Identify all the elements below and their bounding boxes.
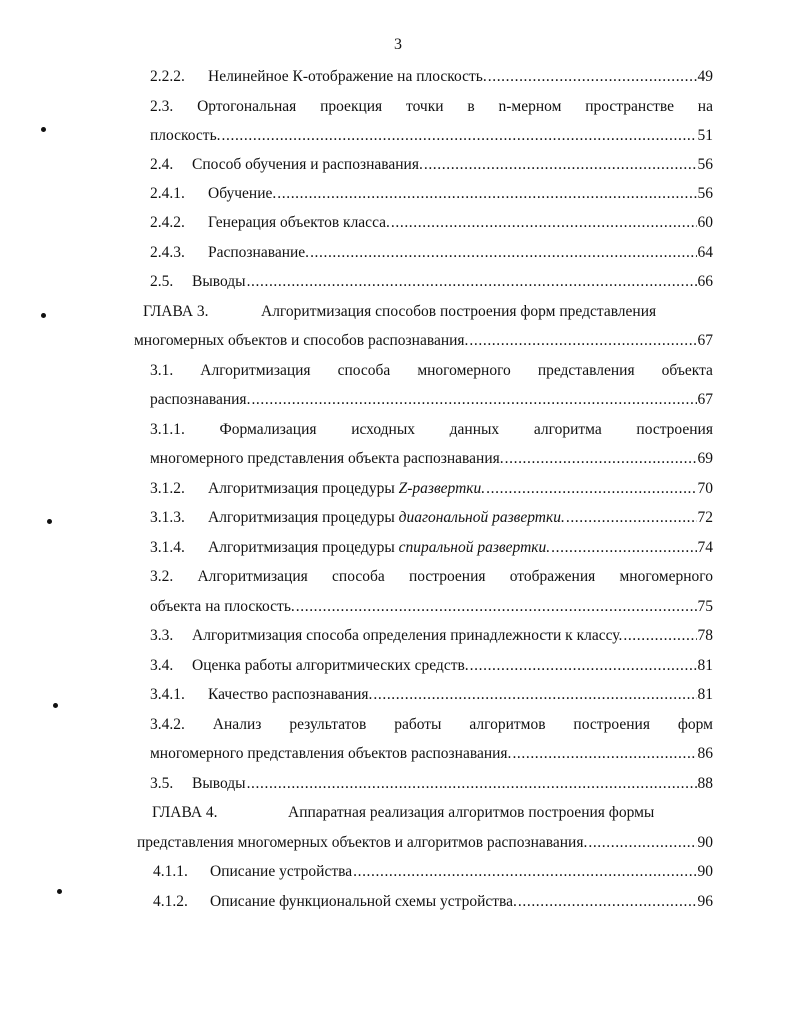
entry-title: Выводы [192, 273, 246, 290]
toc-entry-3-2-cont [150, 596, 713, 618]
entry-number: 2.5. [150, 273, 174, 290]
entry-number: 4.1.1. [153, 863, 188, 880]
entry-title: Алгоритмизация способа определения принадлежности к классу. [192, 627, 623, 644]
word: способа [332, 568, 385, 585]
entry-number: 3.3. [150, 627, 174, 644]
chapter-label: ГЛАВА 4. [152, 804, 218, 821]
entry-number: 3.4. [150, 657, 174, 674]
leader-dots [505, 448, 697, 470]
toc-entry-2-4-2 [150, 212, 713, 234]
entry-title-text: Алгоритмизация процедуры [208, 480, 399, 497]
entry-page: 74 [697, 539, 713, 556]
toc-entry-3-1-2 [150, 478, 713, 500]
toc-chapter-3 [143, 301, 713, 323]
entry-page: 56 [697, 185, 713, 202]
entry-page: 56 [697, 156, 713, 173]
entry-title [208, 507, 565, 529]
chapter-title: Алгоритмизация способов построения форм представления [261, 303, 657, 320]
entry-title: Обучение. [208, 185, 277, 202]
chapter-title-cont: представления многомерных объектов и алгоритмов распознавания. [137, 834, 588, 851]
leader-dots [566, 507, 697, 529]
entry-title-italic: спиральной развертки. [398, 539, 551, 556]
toc-entry-3-4-2 [150, 714, 713, 736]
entry-title-text: Алгоритмизация процедуры [208, 509, 399, 526]
margin-dot [41, 127, 46, 132]
entry-title: Описание устройства [210, 863, 353, 880]
word: Анализ [212, 716, 262, 733]
entry-page: 64 [697, 244, 713, 261]
leader-dots [623, 625, 696, 647]
leader-dots [353, 861, 696, 883]
toc-entry-3-1-1-cont [150, 448, 713, 470]
entry-page: 90 [697, 834, 713, 851]
word: форм [677, 716, 713, 733]
entry-page: 86 [697, 745, 713, 762]
word: проекция [320, 98, 383, 115]
toc-entry-3-4-2-cont [150, 743, 713, 765]
word: Алгоритмизация [197, 568, 308, 585]
entry-page: 66 [697, 273, 713, 290]
entry-page: 70 [697, 480, 713, 497]
entry-title: Оценка работы алгоритмических средств. [192, 657, 469, 674]
toc-entry-3-3 [150, 625, 713, 647]
entry-title [208, 478, 485, 500]
leader-dots [296, 596, 697, 618]
word: построения [408, 568, 486, 585]
entry-title: Качество распознавания. [208, 686, 373, 703]
toc-entry-3-1-4 [150, 537, 713, 559]
word: 2.3. [150, 98, 174, 115]
leader-dots [373, 684, 696, 706]
entry-title: Распознавание. [208, 244, 310, 261]
entry-number: 2.2.2. [150, 68, 185, 85]
word: данных [449, 421, 500, 438]
entry-number: 3.1.4. [150, 539, 185, 556]
word: способа [337, 362, 391, 379]
entry-title-text: Алгоритмизация процедуры [208, 539, 399, 556]
word: пространстве [585, 98, 674, 115]
toc-entry-2-2-2 [150, 66, 713, 88]
word: 3.1. [150, 362, 174, 379]
entry-page: 72 [697, 509, 713, 526]
entry-number: 3.5. [150, 775, 174, 792]
toc-entry-4-1-2 [153, 891, 713, 913]
leader-dots [424, 154, 697, 176]
toc-entry-3-2 [150, 566, 713, 588]
word: 3.1.1. [150, 421, 185, 438]
entry-page: 88 [697, 775, 713, 792]
leader-dots [222, 125, 697, 147]
entry-number: 3.1.3. [150, 509, 185, 526]
entry-page: 67 [697, 332, 713, 349]
word: в [467, 98, 475, 115]
leader-dots [251, 389, 696, 411]
toc-entry-2-3-cont [150, 125, 713, 147]
word: построения [636, 421, 713, 438]
word: алгоритма [533, 421, 602, 438]
leader-dots [469, 330, 696, 352]
entry-page: 51 [697, 127, 713, 144]
entry-title: Способ обучения и распознавания. [192, 156, 423, 173]
word: построения [573, 716, 650, 733]
word: результатов [289, 716, 367, 733]
entry-title: Выводы [192, 775, 246, 792]
toc-entry-2-4 [150, 154, 713, 176]
entry-number: 3.4.1. [150, 686, 185, 703]
word: многомерного [417, 362, 511, 379]
entry-title: Генерация объектов класса. [208, 214, 390, 231]
leader-dots [310, 242, 696, 264]
entry-title-cont: многомерного представления объектов распознавания. [150, 745, 512, 762]
margin-dot [41, 313, 46, 318]
toc-entry-2-4-1 [150, 183, 713, 205]
toc-entry-3-4 [150, 655, 713, 677]
toc-entry-3-4-1 [150, 684, 713, 706]
leader-dots [391, 212, 697, 234]
chapter-title: Аппаратная реализация алгоритмов построения формы [288, 804, 655, 821]
toc-entry-3-1-3 [150, 507, 713, 529]
leader-dots [277, 183, 696, 205]
margin-dot [53, 703, 58, 708]
entry-number: 3.1.2. [150, 480, 185, 497]
toc-entry-4-1-1 [153, 861, 713, 883]
leader-dots [512, 743, 696, 765]
toc-entry-3-5 [150, 773, 713, 795]
toc-entry-2-4-3 [150, 242, 713, 264]
entry-number: 2.4.2. [150, 214, 185, 231]
leader-dots [588, 832, 696, 854]
entry-page: 90 [697, 863, 713, 880]
entry-title-cont: многомерного представления объекта распознавания. [150, 450, 504, 467]
leader-dots [247, 271, 697, 293]
toc-entry-2-5 [150, 271, 713, 293]
entry-page: 49 [697, 68, 713, 85]
entry-number: 2.4.1. [150, 185, 185, 202]
entry-number: 4.1.2. [153, 893, 188, 910]
toc-entry-3-1 [150, 360, 713, 382]
leader-dots [486, 478, 696, 500]
word: Формализация [219, 421, 317, 438]
word: 3.2. [150, 568, 174, 585]
chapter-label: ГЛАВА 3. [143, 303, 209, 320]
toc-entry-2-3 [150, 96, 713, 118]
entry-title-cont: распознавания. [150, 391, 251, 408]
word: Ортогональная [197, 98, 297, 115]
entry-title-cont: плоскость. [150, 127, 221, 144]
entry-page: 60 [697, 214, 713, 231]
word: алгоритмов [469, 716, 546, 733]
word: работы [394, 716, 442, 733]
margin-dot [47, 519, 52, 524]
entry-page: 69 [697, 450, 713, 467]
entry-page: 75 [697, 598, 713, 615]
word: представления [537, 362, 635, 379]
entry-title-italic: Z-развертки. [398, 480, 486, 497]
page-number: 3 [394, 36, 402, 53]
word: на [697, 98, 713, 115]
entry-title [208, 537, 550, 559]
word: многомерного [619, 568, 713, 585]
chapter-title-cont: многомерных объектов и способов распознавания. [134, 332, 469, 349]
entry-title: Описание функциональной схемы устройства. [210, 893, 517, 910]
toc-entry-3-1-1 [150, 419, 713, 441]
entry-title: Нелинейное К-отображение на плоскость. [208, 68, 487, 85]
leader-dots [488, 66, 697, 88]
entry-title-cont: объекта на плоскость. [150, 598, 295, 615]
leader-dots [470, 655, 697, 677]
word: отображения [509, 568, 596, 585]
leader-dots [518, 891, 697, 913]
leader-dots [247, 773, 697, 795]
toc-entry-3-1-cont [150, 389, 713, 411]
word: Алгоритмизация [200, 362, 311, 379]
toc-chapter-4 [152, 802, 713, 824]
entry-page: 78 [697, 627, 713, 644]
leader-dots [551, 537, 696, 559]
entry-page: 96 [697, 893, 713, 910]
entry-page: 81 [697, 657, 713, 674]
entry-number: 2.4.3. [150, 244, 185, 261]
word: объекта [661, 362, 713, 379]
entry-page: 81 [697, 686, 713, 703]
word: исходных [351, 421, 415, 438]
toc-chapter-4-cont [137, 832, 713, 854]
toc-chapter-3-cont [134, 330, 713, 352]
entry-title-italic: диагональной развертки. [398, 509, 565, 526]
margin-dot [57, 889, 62, 894]
word: точки [406, 98, 444, 115]
entry-page: 67 [697, 391, 713, 408]
entry-number: 2.4. [150, 156, 174, 173]
word: 3.4.2. [150, 716, 185, 733]
word: n-мерном [498, 98, 562, 115]
